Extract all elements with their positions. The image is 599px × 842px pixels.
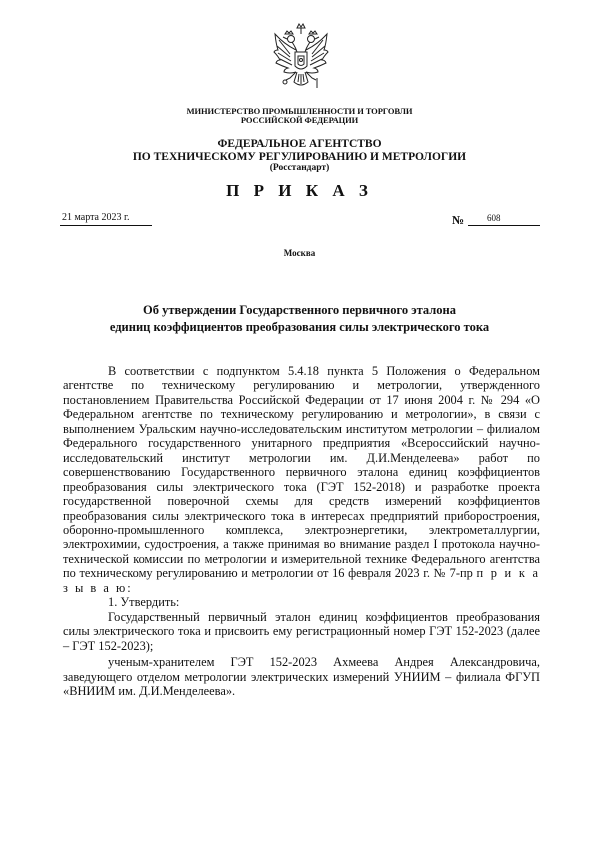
document-type-title: П Р И К А З [226, 181, 373, 200]
ministry-line-2: РОССИЙСКОЙ ФЕДЕРАЦИИ [240, 115, 359, 125]
item-1-heading: 1. Утвердить: [108, 595, 180, 610]
date-underline [60, 225, 152, 226]
preamble-text: В соответствии с подпунктом 5.4.18 пункта 5 Положения о Федеральном агентстве по техническому регулированию и метрологии, утвержденного постановлением Правительства Российской Федерации от 17 июня 2004 г. № 294 «О Федеральном агентстве по техническому регулированию и метрологии», в связи с выполнением Уральским научно-исследовательским институтом метрологии – филиалом Федерального государственного унитарного предприятия «Всероссийский научно-исследовательский институт метрологии им. Д.И.Менделеева» работ по совершенствованию Государственного первичного эталона единиц коэффициентов преобразования силы электрического тока (ГЭТ 152-2018) и разработке проекта государственной поверочной схемы для средств измерений коэффициентов преобразования силы электрического тока в интересах предприятий приборостроения, оборонно-промышленного комплекса, электроэнергетики, электрометаллургии, электрохимии, судостроения, а также принимая во внимание раздел I протокола научно-технической комиссии по метрологии и измерительной технике Федерального агентства по техническому регулированию и метрологии от 16 февраля 2023 г. № 7-пр [63, 364, 540, 581]
preamble-paragraph [63, 364, 540, 595]
item-1-paragraph-custodian: ученым-хранителем ГЭТ 152-2023 Ахмеева Андрея Александровича, заведующего отделом метрологии электрических измерений УНИИМ – филиала ФГУП «ВНИИМ им. Д.И.Менделеева». [63, 655, 540, 698]
order-date: 21 марта 2023 г. [62, 212, 130, 223]
agency-line-2: ПО ТЕХНИЧЕСКОМУ РЕГУЛИРОВАНИЮ И МЕТРОЛОГИИ [132, 150, 467, 163]
agency-short-name: (Росстандарт) [269, 163, 330, 173]
number-underline [468, 225, 540, 226]
order-number: 608 [487, 213, 501, 223]
agency-name [0, 138, 599, 163]
item-1-paragraph-standard: Государственный первичный эталон единиц коэффициентов преобразования силы электрического тока и присвоить ему регистрационный номер ГЭТ 152-2023 (далее – ГЭТ 152-2023); [63, 609, 540, 653]
order-body [63, 364, 540, 698]
number-sign: № [452, 213, 465, 227]
coat-of-arms-emblem [270, 22, 332, 98]
ministry-name [0, 107, 599, 125]
agency-line-1: ФЕДЕРАЛЬНОЕ АГЕНТСТВО [217, 138, 382, 150]
subject-line-1: Об утверждении Государственного первичного эталона [143, 303, 456, 317]
order-word: п р и к а з ы в а ю: [63, 566, 540, 595]
subject-line-2: единиц коэффициентов преобразования силы электрического тока [109, 320, 490, 334]
ministry-line-1: МИНИСТЕРСТВО ПРОМЫШЛЕННОСТИ И ТОРГОВЛИ [186, 106, 413, 116]
order-subject [0, 302, 599, 336]
city: Москва [283, 248, 316, 258]
